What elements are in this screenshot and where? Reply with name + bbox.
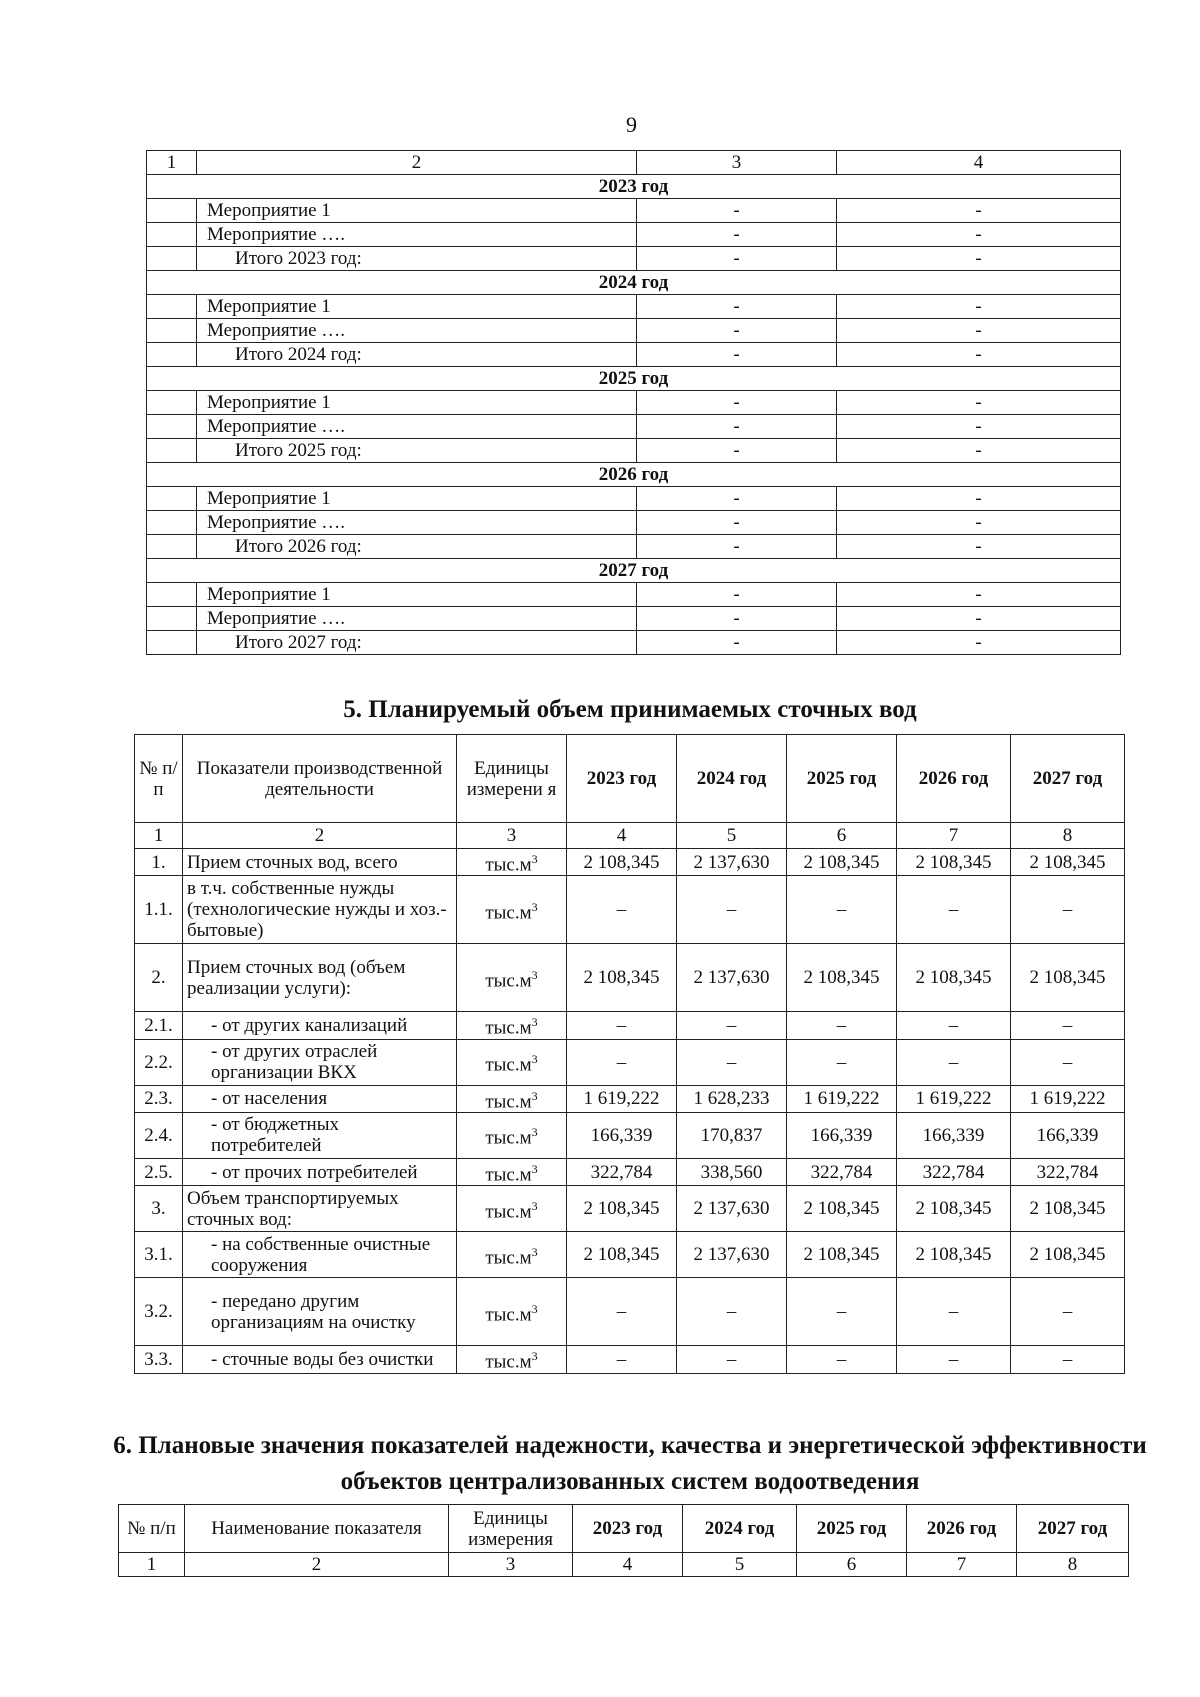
unit-exponent: 3 (531, 1161, 538, 1176)
year-value: 2 108,345 (787, 1186, 897, 1232)
year-group-row (147, 367, 1121, 391)
col-number: 8 (1011, 823, 1125, 849)
year-value: 322,784 (897, 1158, 1011, 1185)
year-value: – (677, 1012, 787, 1039)
section6-title: 6. Плановые значения показателей надежности, качества и энергетической эффективности объектов централизованных систем водоотведения (113, 1432, 1147, 1495)
year-value: – (567, 1278, 677, 1346)
col-number: 7 (907, 1553, 1017, 1577)
value-col4: - (837, 631, 1121, 655)
reliability-indicators-table (118, 1504, 1129, 1577)
unit-base: тыс.м (485, 1017, 532, 1039)
wastewater-row (135, 1346, 1125, 1373)
col-number: 5 (683, 1553, 797, 1577)
year-value: 2 137,630 (677, 944, 787, 1012)
year-value: 2 108,345 (787, 849, 897, 876)
col-number: 2 (183, 823, 457, 849)
activity-row (147, 583, 1121, 607)
col-number: 1 (135, 823, 183, 849)
wastewater-volume-table (134, 734, 1125, 1374)
value-col3: - (637, 295, 837, 319)
activity-name: Мероприятие …. (197, 511, 637, 535)
wastewater-header-row (135, 735, 1125, 823)
row-number: 3. (135, 1186, 183, 1232)
value-col4: - (837, 415, 1121, 439)
year-value: 2 108,345 (1011, 944, 1125, 1012)
value-col3: - (637, 247, 837, 271)
activities-table (146, 150, 1121, 655)
activity-name: Мероприятие 1 (197, 295, 637, 319)
unit-base: тыс.м (485, 854, 532, 876)
year-value: – (897, 1039, 1011, 1085)
value-col3: - (637, 583, 837, 607)
header-cell: 1 (147, 151, 197, 175)
year-value: 170,837 (677, 1112, 787, 1158)
year-value: 166,339 (567, 1112, 677, 1158)
unit-cell (457, 876, 567, 944)
year-value: – (787, 1278, 897, 1346)
year-value: 2 108,345 (567, 1232, 677, 1278)
year-value: – (897, 1012, 1011, 1039)
header-unit: Единицы измерения (449, 1505, 573, 1553)
header-unit: Единицы измерени я (457, 735, 567, 823)
activity-name: Итого 2027 год: (197, 631, 637, 655)
value-col3: - (637, 487, 837, 511)
header-num: № п/п (135, 735, 183, 823)
unit-exponent: 3 (531, 1349, 538, 1364)
row-number-cell (147, 439, 197, 463)
value-col3: - (637, 607, 837, 631)
value-col4: - (837, 223, 1121, 247)
activity-name: Итого 2023 год: (197, 247, 637, 271)
year-value: 1 619,222 (1011, 1085, 1125, 1112)
value-col4: - (837, 583, 1121, 607)
wastewater-colnum-row (135, 823, 1125, 849)
col-number: 1 (119, 1553, 185, 1577)
activity-name: Мероприятие 1 (197, 391, 637, 415)
unit-base: тыс.м (485, 1246, 532, 1268)
row-number: 3.2. (135, 1278, 183, 1346)
header-year: 2023 год (567, 735, 677, 823)
year-value: 2 137,630 (677, 1232, 787, 1278)
wastewater-row (135, 1039, 1125, 1085)
total-row (147, 343, 1121, 367)
year-value: 1 628,233 (677, 1085, 787, 1112)
year-value: 338,560 (677, 1158, 787, 1185)
header-year: 2027 год (1011, 735, 1125, 823)
row-number-cell (147, 391, 197, 415)
value-col4: - (837, 487, 1121, 511)
year-value: 2 108,345 (567, 1186, 677, 1232)
row-number-cell (147, 583, 197, 607)
reliability-colnum-row (119, 1553, 1129, 1577)
value-col3: - (637, 631, 837, 655)
activity-row (147, 319, 1121, 343)
reliability-indicators-table-body (119, 1505, 1129, 1577)
col-number: 7 (897, 823, 1011, 849)
unit-exponent: 3 (531, 899, 538, 914)
year-group-row (147, 175, 1121, 199)
reliability-header-row (119, 1505, 1129, 1553)
header-year: 2024 год (677, 735, 787, 823)
year-value: – (567, 1039, 677, 1085)
row-number-cell (147, 247, 197, 271)
wastewater-row (135, 849, 1125, 876)
indicator-name: - от прочих потребителей (183, 1158, 457, 1185)
year-value: 2 108,345 (897, 1186, 1011, 1232)
indicator-name: - от других отраслей организации ВКХ (183, 1039, 457, 1085)
col-number: 6 (797, 1553, 907, 1577)
year-value: 2 108,345 (567, 849, 677, 876)
year-value: – (1011, 1039, 1125, 1085)
year-value: – (1011, 1012, 1125, 1039)
row-number-cell (147, 319, 197, 343)
unit-exponent: 3 (531, 1051, 538, 1066)
wastewater-row (135, 944, 1125, 1012)
unit-cell (457, 1232, 567, 1278)
row-number: 3.1. (135, 1232, 183, 1278)
unit-exponent: 3 (531, 967, 538, 982)
year-value: 166,339 (787, 1112, 897, 1158)
value-col4: - (837, 319, 1121, 343)
row-number-cell (147, 511, 197, 535)
year-value: – (787, 1039, 897, 1085)
col-number: 3 (457, 823, 567, 849)
indicator-name: - сточные воды без очистки (183, 1346, 457, 1373)
value-col3: - (637, 223, 837, 247)
unit-base: тыс.м (485, 1351, 532, 1373)
header-name: Наименование показателя (185, 1505, 449, 1553)
year-value: 2 108,345 (1011, 1232, 1125, 1278)
header-year: 2025 год (797, 1505, 907, 1553)
value-col3: - (637, 391, 837, 415)
year-value: – (677, 1346, 787, 1373)
unit-base: тыс.м (485, 1200, 532, 1222)
year-value: 2 137,630 (677, 849, 787, 876)
unit-base: тыс.м (485, 1054, 532, 1076)
header-num: № п/п (119, 1505, 185, 1553)
total-row (147, 535, 1121, 559)
unit-cell (457, 1278, 567, 1346)
unit-exponent: 3 (531, 1125, 538, 1140)
year-value: – (677, 1039, 787, 1085)
unit-exponent: 3 (531, 852, 538, 866)
year-value: – (897, 1346, 1011, 1373)
indicator-name: - передано другим организациям на очистку (183, 1278, 457, 1346)
value-col3: - (637, 319, 837, 343)
wastewater-row (135, 1012, 1125, 1039)
value-col4: - (837, 607, 1121, 631)
value-col3: - (637, 343, 837, 367)
row-number-cell (147, 607, 197, 631)
unit-exponent: 3 (531, 1088, 538, 1103)
row-number: 2.5. (135, 1158, 183, 1185)
activity-name: Мероприятие 1 (197, 487, 637, 511)
value-col4: - (837, 199, 1121, 223)
indicator-name: Объем транспортируемых сточных вод: (183, 1186, 457, 1232)
year-label: 2024 год (147, 271, 1121, 295)
activity-row (147, 223, 1121, 247)
wastewater-row (135, 1278, 1125, 1346)
wastewater-row (135, 876, 1125, 944)
total-row (147, 439, 1121, 463)
unit-exponent: 3 (531, 1301, 538, 1316)
unit-base: тыс.м (485, 1164, 532, 1186)
activity-row (147, 295, 1121, 319)
wastewater-row (135, 1112, 1125, 1158)
value-col3: - (637, 535, 837, 559)
activity-name: Мероприятие …. (197, 319, 637, 343)
activity-row (147, 607, 1121, 631)
row-number-cell (147, 535, 197, 559)
year-value: – (897, 876, 1011, 944)
header-cell: 4 (837, 151, 1121, 175)
value-col4: - (837, 295, 1121, 319)
unit-cell (457, 1158, 567, 1185)
indicator-name: - от населения (183, 1085, 457, 1112)
unit-cell (457, 1039, 567, 1085)
year-value: 1 619,222 (897, 1085, 1011, 1112)
year-value: – (787, 1012, 897, 1039)
row-number: 2. (135, 944, 183, 1012)
value-col4: - (837, 247, 1121, 271)
indicator-name: - от бюджетных потребителей (183, 1112, 457, 1158)
col-number: 8 (1017, 1553, 1129, 1577)
year-value: – (567, 1346, 677, 1373)
year-value: – (567, 1012, 677, 1039)
activity-row (147, 511, 1121, 535)
wastewater-volume-table-body (135, 735, 1125, 1374)
row-number: 2.3. (135, 1085, 183, 1112)
year-label: 2026 год (147, 463, 1121, 487)
activity-name: Итого 2025 год: (197, 439, 637, 463)
activity-name: Итого 2024 год: (197, 343, 637, 367)
activity-name: Мероприятие 1 (197, 199, 637, 223)
year-value: 1 619,222 (567, 1085, 677, 1112)
row-number-cell (147, 415, 197, 439)
unit-cell (457, 1346, 567, 1373)
header-year: 2027 год (1017, 1505, 1129, 1553)
year-value: 2 108,345 (897, 944, 1011, 1012)
year-label: 2025 год (147, 367, 1121, 391)
year-group-row (147, 463, 1121, 487)
indicator-name: Прием сточных вод (объем реализации услуги): (183, 944, 457, 1012)
value-col4: - (837, 511, 1121, 535)
wastewater-row (135, 1186, 1125, 1232)
row-number-cell (147, 487, 197, 511)
value-col3: - (637, 439, 837, 463)
indicator-name: в т.ч. собственные нужды (технологические нужды и хоз.-бытовые) (183, 876, 457, 944)
year-value: 2 108,345 (567, 944, 677, 1012)
header-cell: 3 (637, 151, 837, 175)
page-number: 9 (626, 112, 637, 137)
row-number: 1.1. (135, 876, 183, 944)
col-number: 4 (567, 823, 677, 849)
year-value: 1 619,222 (787, 1085, 897, 1112)
header-year: 2025 год (787, 735, 897, 823)
row-number-cell (147, 343, 197, 367)
unit-exponent: 3 (531, 1244, 538, 1259)
year-group-row (147, 559, 1121, 583)
indicator-name: Прием сточных вод, всего (183, 849, 457, 876)
value-col4: - (837, 391, 1121, 415)
year-value: 2 137,630 (677, 1186, 787, 1232)
total-row (147, 631, 1121, 655)
section5-title: 5. Планируемый объем принимаемых сточных вод (343, 696, 917, 723)
year-value: – (1011, 876, 1125, 944)
wastewater-row (135, 1085, 1125, 1112)
year-value: – (677, 1278, 787, 1346)
row-number: 2.4. (135, 1112, 183, 1158)
row-number-cell (147, 295, 197, 319)
total-row (147, 247, 1121, 271)
year-value: – (1011, 1346, 1125, 1373)
unit-cell (457, 1186, 567, 1232)
activity-row (147, 391, 1121, 415)
value-col4: - (837, 439, 1121, 463)
unit-exponent: 3 (531, 1198, 538, 1213)
year-value: 166,339 (1011, 1112, 1125, 1158)
col-number: 2 (185, 1553, 449, 1577)
row-number: 3.3. (135, 1346, 183, 1373)
year-value: 322,784 (787, 1158, 897, 1185)
row-number: 1. (135, 849, 183, 876)
year-value: 322,784 (567, 1158, 677, 1185)
year-value: 2 108,345 (787, 944, 897, 1012)
unit-base: тыс.м (485, 1090, 532, 1112)
header-year: 2024 год (683, 1505, 797, 1553)
year-group-row (147, 271, 1121, 295)
activities-header-row (147, 151, 1121, 175)
year-value: 2 108,345 (897, 1232, 1011, 1278)
row-number-cell (147, 223, 197, 247)
activity-row (147, 415, 1121, 439)
value-col3: - (637, 511, 837, 535)
unit-cell (457, 1085, 567, 1112)
unit-exponent: 3 (531, 1015, 538, 1030)
col-number: 4 (573, 1553, 683, 1577)
header-year: 2026 год (907, 1505, 1017, 1553)
activity-name: Итого 2026 год: (197, 535, 637, 559)
year-value: – (787, 1346, 897, 1373)
wastewater-row (135, 1158, 1125, 1185)
col-number: 6 (787, 823, 897, 849)
header-year: 2026 год (897, 735, 1011, 823)
year-value: 322,784 (1011, 1158, 1125, 1185)
year-value: – (787, 876, 897, 944)
header-year: 2023 год (573, 1505, 683, 1553)
row-number-cell (147, 199, 197, 223)
activity-row (147, 199, 1121, 223)
unit-cell (457, 944, 567, 1012)
year-label: 2023 год (147, 175, 1121, 199)
year-value: – (897, 1278, 1011, 1346)
activity-name: Мероприятие …. (197, 415, 637, 439)
row-number: 2.2. (135, 1039, 183, 1085)
wastewater-row (135, 1232, 1125, 1278)
indicator-name: - от других канализаций (183, 1012, 457, 1039)
year-value: – (567, 876, 677, 944)
unit-base: тыс.м (485, 1127, 532, 1149)
year-value: 2 108,345 (1011, 849, 1125, 876)
unit-cell (457, 849, 567, 876)
year-value: – (1011, 1278, 1125, 1346)
header-cell: 2 (197, 151, 637, 175)
activity-row (147, 487, 1121, 511)
year-value: 2 108,345 (787, 1232, 897, 1278)
value-col4: - (837, 535, 1121, 559)
unit-base: тыс.м (485, 969, 532, 991)
header-indicator: Показатели производственной деятельности (183, 735, 457, 823)
activity-name: Мероприятие …. (197, 607, 637, 631)
year-label: 2027 год (147, 559, 1121, 583)
year-value: – (677, 876, 787, 944)
year-value: 166,339 (897, 1112, 1011, 1158)
value-col3: - (637, 415, 837, 439)
col-number: 5 (677, 823, 787, 849)
indicator-name: - на собственные очистные сооружения (183, 1232, 457, 1278)
row-number: 2.1. (135, 1012, 183, 1039)
unit-base: тыс.м (485, 901, 532, 923)
activities-table-body (147, 151, 1121, 655)
unit-cell (457, 1112, 567, 1158)
year-value: 2 108,345 (1011, 1186, 1125, 1232)
unit-cell (457, 1012, 567, 1039)
value-col3: - (637, 199, 837, 223)
activity-name: Мероприятие …. (197, 223, 637, 247)
col-number: 3 (449, 1553, 573, 1577)
row-number-cell (147, 631, 197, 655)
activity-name: Мероприятие 1 (197, 583, 637, 607)
value-col4: - (837, 343, 1121, 367)
unit-base: тыс.м (485, 1303, 532, 1325)
year-value: 2 108,345 (897, 849, 1011, 876)
